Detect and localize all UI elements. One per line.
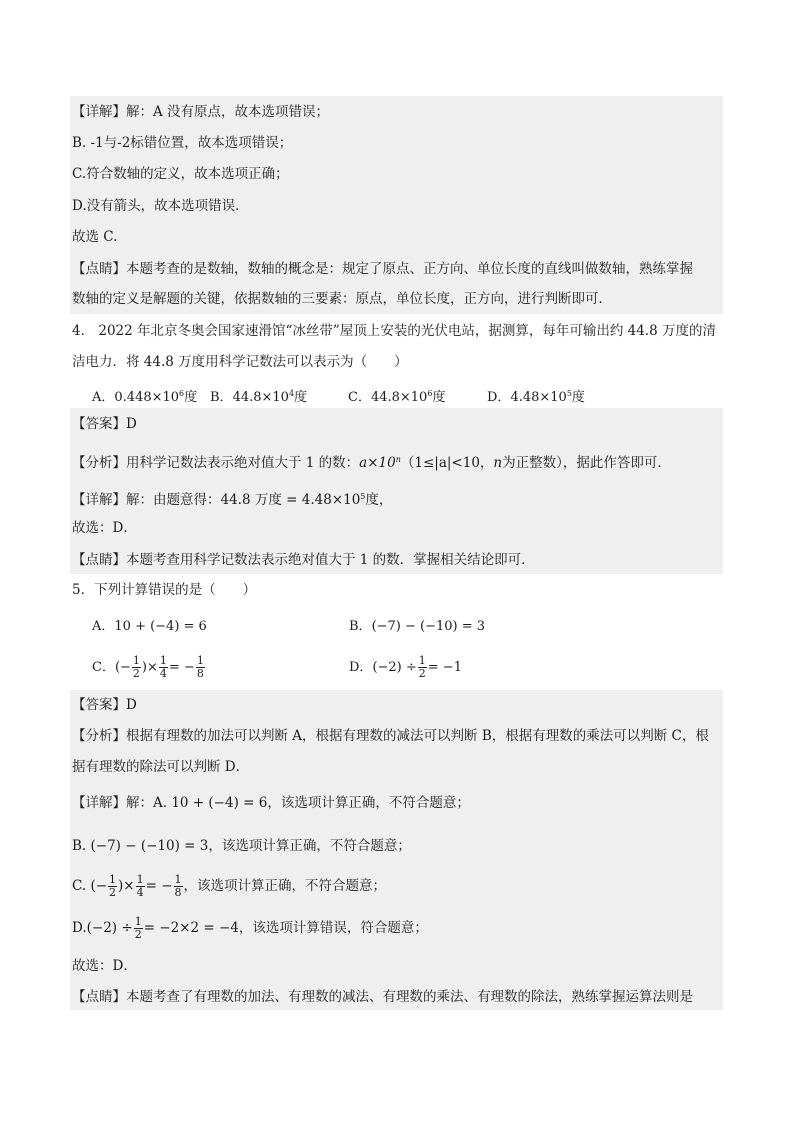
q4-analysis: 【分析】用科学记数法表示绝对值大于 1 的数：$a\times 10^n(1\le|a|<10$，n为正整数），据此作答即可． bbox=[72, 455, 671, 471]
q5-option-b: B．(−7) − (−10) = 3 bbox=[349, 619, 486, 634]
q5-detail-c: C. (− $\frac{1}{2}$ )× $\frac{1}{4}$ = − $\frac{1}{8}$ ，该选项计算正确，不符合题意； bbox=[72, 873, 387, 899]
q5-answer: 【答案】D bbox=[72, 697, 137, 713]
q4-note: 【点睛】本题考查用科学记数法表示绝对值大于 1 的数．掌握相关结论即可． bbox=[72, 552, 535, 568]
q4-option-b: B．$44.8\times 10^4$度 bbox=[210, 389, 308, 405]
choose-line: 故选 C. bbox=[72, 229, 118, 245]
q5-analysis-1: 【分析】根据有理数的加法可以判断 A，根据有理数的减法可以判断 B，根据有理数的乘法可以判断 C，根 bbox=[72, 728, 709, 744]
q5-analysis-2: 据有理数的除法可以判断 D． bbox=[72, 759, 250, 775]
q5-detail-a: 【详解】解：A. 10 + (−4) = 6，该选项计算正确，不符合题意； bbox=[72, 795, 470, 811]
detail-line-c: C.符合数轴的定义，故本选项正确； bbox=[72, 166, 289, 182]
q4-answer: 【答案】D bbox=[72, 416, 137, 432]
detail-line-d: D.没有箭头，故本选项错误． bbox=[72, 198, 249, 214]
q4-stem-2: 洁电力．将 44.8 万度用科学记数法可以表示为（ ） bbox=[72, 354, 408, 370]
q5-option-a: A．10 + (−4) = 6 bbox=[92, 619, 207, 634]
q4-option-d: D．$4.48\times 10^5$度 bbox=[487, 389, 585, 405]
q4-choose: 故选：D． bbox=[72, 520, 137, 536]
q5-detail-d: D.(−2) ÷ $\frac{1}{2}$ = −2×2 = −4，该选项计算错误，符合题意； bbox=[72, 915, 428, 941]
q4-option-c: C．$44.8\times 10^6$度 bbox=[348, 389, 446, 405]
q4-stem-1: 4． 2022 年北京冬奥会国家速滑馆“冰丝带”屋顶上安装的光伏电站，据测算，每年可输出约 44.8 万度的清 bbox=[72, 323, 716, 339]
q5-choose: 故选：D． bbox=[72, 958, 137, 974]
q4-detail: 【详解】解：由题意得：44.8 万度 = $4.48\times 10^5$度， bbox=[72, 492, 393, 508]
q5-option-d: D．(−2) ÷ $\frac{1}{2}$ = −1 bbox=[349, 654, 462, 680]
detail-line-b: B. -1与-2标错位置，故本选项错误； bbox=[72, 135, 293, 151]
q5-option-c: C．(− $\frac{1}{2}$ )× $\frac{1}{4}$ = − $\frac{1}{8}$ bbox=[92, 654, 204, 680]
note-line-2: 数轴的定义是解题的关键，依据数轴的三要素：原点，单位长度，正方向，进行判断即可． bbox=[72, 291, 612, 307]
q4-option-a: A．$0.448\times 10^6$度 bbox=[92, 389, 198, 405]
detail-line: 【详解】解：A 没有原点，故本选项错误； bbox=[72, 104, 330, 120]
note-line-1: 【点睛】本题考查的是数轴，数轴的概念是：规定了原点、正方向、单位长度的直线叫做数轴，熟练掌握 bbox=[72, 261, 693, 277]
q5-stem: 5．下列计算错误的是（ ） bbox=[72, 582, 257, 598]
q5-note: 【点睛】本题考查了有理数的加法、有理数的减法、有理数的乘法、有理数的除法，熟练掌握运算法则是 bbox=[72, 989, 693, 1005]
q5-detail-b: B. (−7) − (−10) = 3，该选项计算正确，不符合题意； bbox=[72, 838, 411, 854]
